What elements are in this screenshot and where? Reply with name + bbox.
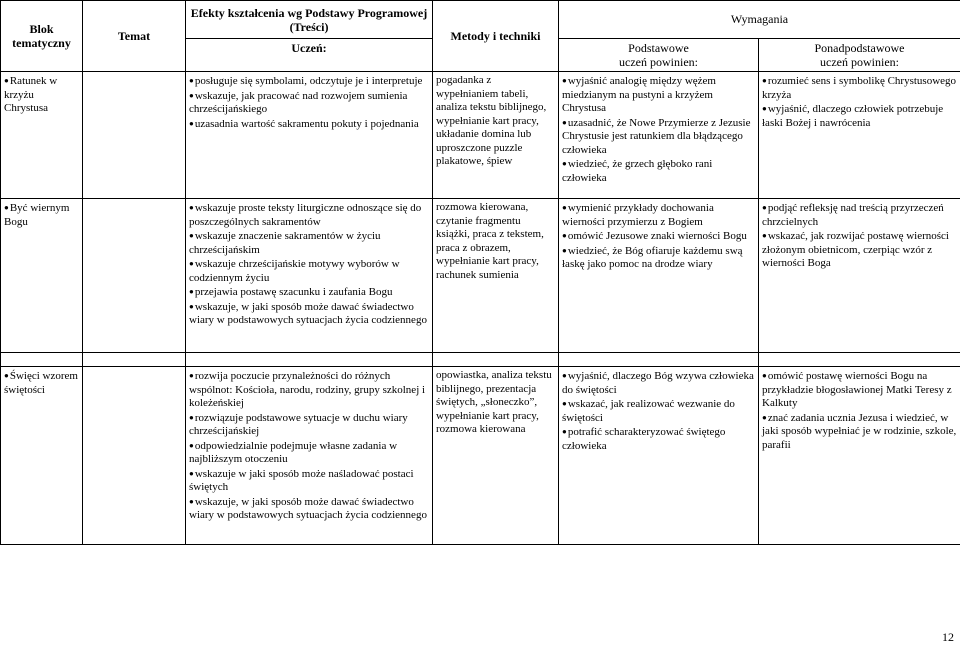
list-item: ● wskazuje w jaki sposób może naśladować postaci świętych	[189, 467, 429, 495]
header-advanced-title: Ponadpodstawowe	[814, 41, 905, 55]
topic-cell	[83, 367, 186, 545]
list-item: ● posługuje się symbolami, odczytuje je i interpretuje	[189, 74, 429, 89]
list-item: ● rozwija poczucie przynależności do różnych wspólnot: Kościoła, narodu, rodziny, grupy szkolnej i koleżeńskiej	[189, 369, 429, 411]
advanced-cell	[759, 72, 960, 199]
header-basic-title: Podstawowe	[628, 41, 689, 55]
list-item: ● omówić Jezusowe znaki wierności Bogu	[562, 229, 755, 244]
table-row	[1, 72, 960, 199]
advanced-cell	[759, 199, 960, 353]
list-item: ● wyjaśnić, dlaczego człowiek potrzebuje łaski Bożej i nawrócenia	[762, 102, 957, 130]
list-item: ● wskazuje znaczenie sakramentów w życiu chrześcijańskim	[189, 229, 429, 257]
header-requirements: Wymagania	[559, 1, 960, 39]
effects-cell	[186, 199, 433, 353]
spacer-row	[1, 353, 960, 367]
list-item: ● znać zadania ucznia Jezusa i wiedzieć, w jaki sposób wypełniać je w rodzinie, szkole, parafii	[762, 411, 957, 453]
basic-cell	[559, 199, 759, 353]
effects-cell	[186, 72, 433, 199]
list-item: ● wskazuje, w jaki sposób może dawać świadectwo wiary w podstawowych sytuacjach życia codziennego	[189, 300, 429, 328]
page-number: 12	[942, 630, 954, 644]
list-item: ● wyjaśnić analogię między wężem miedzianym na pustyni a krzyżem Chrystusa	[562, 74, 755, 116]
list-item: ● rozwiązuje podstawowe sytuacje w duchu wiary chrześcijańskiej	[189, 411, 429, 439]
header-basic-sub: uczeń powinien:	[619, 55, 698, 69]
list-item: ● przejawia postawę szacunku i zaufania Bogu	[189, 285, 429, 300]
methods-cell: pogadanka z wypełnianiem tabeli, analiza tekstu biblijnego, wypełnianie kart pracy, układanie domina lub uproszczone puzzle plakatowe, śpiew	[433, 72, 559, 199]
header-topic: Temat	[83, 1, 186, 72]
methods-cell: opowiastka, analiza tekstu biblijnego, prezentacja świętych, „słoneczko”, wypełnianie kart pracy, rozmowa kierowana	[433, 367, 559, 545]
basic-cell	[559, 72, 759, 199]
topic-cell	[83, 72, 186, 199]
methods-cell: rozmowa kierowana, czytanie fragmentu książki, praca z tekstem, praca z obrazem, wypełnianie kart pracy, rachunek sumienia	[433, 199, 559, 353]
block-label: ● Ratunek w krzyżu Chrystusa	[4, 74, 79, 116]
list-item: ● podjąć refleksję nad treścią przyrzeczeń chrzcielnych	[762, 201, 957, 229]
block-cell	[1, 367, 83, 545]
topic-cell	[83, 199, 186, 353]
list-item: ● wskazuje proste teksty liturgiczne odnoszące się do poszczególnych sakramentów	[189, 201, 429, 229]
header-effects-sub: Uczeń:	[186, 39, 433, 72]
list-item: ● rozumieć sens i symbolikę Chrystusowego krzyża	[762, 74, 957, 102]
header-advanced-sub: uczeń powinien:	[820, 55, 899, 69]
basic-cell	[559, 367, 759, 545]
header-advanced	[759, 39, 960, 72]
list-item: ● wyjaśnić, dlaczego Bóg wzywa człowieka do świętości	[562, 369, 755, 397]
list-item: ● omówić postawę wierności Bogu na przykładzie błogosławionej Matki Teresy z Kalkuty	[762, 369, 957, 411]
table-row	[1, 199, 960, 353]
effects-cell	[186, 367, 433, 545]
list-item: ● wiedzieć, że grzech głęboko rani człowieka	[562, 157, 755, 185]
header-block: Blok tematyczny	[1, 1, 83, 72]
list-item: ● wskazać, jak rozwijać postawę wierności złożonym obietnicom, czerpiąc wzór z wierności Boga	[762, 229, 957, 271]
table-row	[1, 367, 960, 545]
advanced-cell	[759, 367, 960, 545]
block-label: ● Być wiernym Bogu	[4, 201, 79, 229]
list-item: ● odpowiedzialnie podejmuje własne zadania w najbliższym otoczeniu	[189, 439, 429, 467]
block-label: ● Święci wzorem świętości	[4, 369, 79, 397]
list-item: ● wskazuje chrześcijańskie motywy wyborów w codziennym życiu	[189, 257, 429, 285]
list-item: ● wskazuje, jak pracować nad rozwojem sumienia chrześcijańskiego	[189, 89, 429, 117]
header-methods: Metody i techniki	[433, 1, 559, 72]
list-item: ● wskazać, jak realizować wezwanie do świętości	[562, 397, 755, 425]
block-cell	[1, 72, 83, 199]
list-item: ● wskazuje, w jaki sposób może dawać świadectwo wiary w podstawowych sytuacjach życia codziennego	[189, 495, 429, 523]
list-item: ● potrafić scharakteryzować świętego człowieka	[562, 425, 755, 453]
list-item: ● uzasadnić, że Nowe Przymierze z Jezusie Chrystusie jest ratunkiem dla błądzącego człowieka	[562, 116, 755, 158]
list-item: ● uzasadnia wartość sakramentu pokuty i pojednania	[189, 117, 429, 132]
header-effects: Efekty kształcenia wg Podstawy Programowej (Treści)	[186, 1, 433, 39]
list-item: ● wymienić przykłady dochowania wierności przymierzu z Bogiem	[562, 201, 755, 229]
list-item: ● wiedzieć, że Bóg ofiaruje każdemu swą łaskę jako pomoc na drodze wiary	[562, 244, 755, 272]
block-cell	[1, 199, 83, 353]
header-basic	[559, 39, 759, 72]
